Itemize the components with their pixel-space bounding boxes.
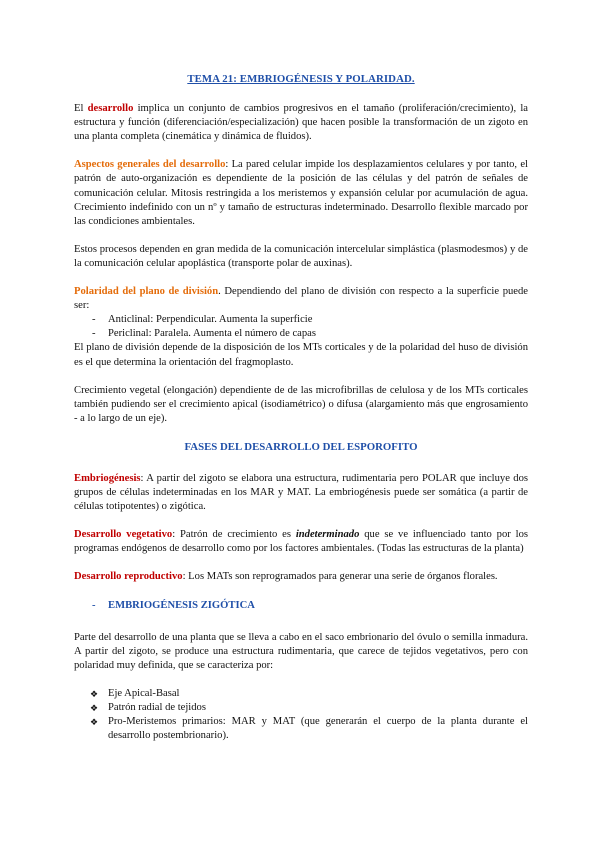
- division-plane-list: [74, 313, 528, 341]
- document-page: [74, 72, 528, 743]
- term-desarrollo-reproductivo: Desarrollo reproductivo: [74, 571, 183, 583]
- term-aspectos: Aspectos generales del desarrollo: [74, 159, 226, 171]
- list-item: ❖ Patrón radial de tejidos: [74, 701, 528, 715]
- paragraph-embriogenesis-zigotica: Parte del desarrollo de una planta que se lleva a cabo en el saco embrionario del óvulo o semilla inmadura. A partir del zigoto, se produce una estructura rudimentaria, que carece de tejidos vegetativos, pero con polaridad muy definida, que se caracteriza por:: [74, 631, 528, 671]
- paragraph-desarrollo: El desarrollo implica un conjunto de cambios progresivos en el tamaño (proliferación/crecimiento), la estructura y función (diferenciación/especialización) que hacen posible la transformación de un zigoto en una planta completa (cinemática y dinámica de fluidos).: [74, 103, 528, 143]
- page-title: TEMA 21: EMBRIOGÉNESIS Y POLARIDAD.: [187, 73, 415, 85]
- paragraph-plano-division: El plano de división depende de la disposición de los MTs corticales y de la polaridad del huso de división es el que determina la orientación del fragmoplasto.: [74, 342, 528, 368]
- paragraph-aspectos: Aspectos generales del desarrollo: La pared celular impide los desplazamientos celulares y por tanto, el patrón de auto-organización es dependiente de la posición de las células y del patrón de señales de comunicación celular. Mitosis restringida a los meristemos y expansión celular por acumulación de agua. Crecimiento indefinido con un nº y tamaño de estructuras indeterminado. Desarrollo flexible marcado por las condiciones ambientales.: [74, 159, 528, 227]
- subsection-heading: - EMBRIOGÉNESIS ZIGÓTICA: [92, 599, 255, 611]
- term-desarrollo: desarrollo: [87, 103, 134, 115]
- term-polaridad: Polaridad del plano de división: [74, 286, 219, 298]
- paragraph-crecimiento: Crecimiento vegetal (elongación) dependiente de de las microfibrillas de celulosa y de los MTs corticales también pudiendo ser el crecimiento apical (isodiamétrico) o difusa (alargamiento más que engrosamiento - a lo largo de un eje).: [74, 384, 528, 424]
- diamond-bullet-icon: ❖: [90, 688, 99, 699]
- paragraph-desarrollo-reproductivo: Desarrollo reproductivo: Los MATs son reprogramados para generar una serie de órganos florales.: [74, 571, 498, 583]
- diamond-bullet-icon: ❖: [90, 703, 99, 713]
- paragraph-desarrollo-vegetativo: Desarrollo vegetativo: Patrón de crecimiento es indeterminado que se ve influenciado tanto por los programas endógenos de desarrollo como por los factores ambientales. (Todas las estructuras de la planta): [74, 529, 529, 555]
- list-item: - Periclinal: Paralela. Aumenta el número de capas: [92, 328, 316, 340]
- list-item: ❖ Pro-Meristemos primarios: MAR y MAT (que generarán el cuerpo de la planta durante el desarrollo postembrionario).: [90, 716, 528, 742]
- emph-indeterminado: indeterminado: [295, 529, 360, 541]
- characteristics-list: [74, 687, 528, 743]
- paragraph-polaridad: Polaridad del plano de división. Dependiendo del plano de división con respecto a la superficie puede ser:: [74, 286, 528, 312]
- diamond-bullet-icon: ❖: [90, 717, 99, 728]
- list-item: - Anticlinal: Perpendicular. Aumenta la superficie: [92, 314, 313, 326]
- term-embriogenesis: Embriogénesis: [74, 472, 141, 484]
- section-heading: FASES DEL DESARROLLO DEL ESPOROFITO: [184, 440, 418, 453]
- paragraph-embriogenesis: Embriogénesis: A partir del zigoto se elabora una estructura, rudimentaria pero POLAR que incluye dos grupos de células indeterminadas en los MAR y MAT. La embriogénesis puede ser somática (a partir de células totipotentes) o zigótica.: [74, 472, 528, 513]
- list-item: ❖ Eje Apical-Basal: [74, 687, 528, 701]
- term-desarrollo-vegetativo: Desarrollo vegetativo: [74, 529, 173, 541]
- paragraph-comunicacion: Estos procesos dependen en gran medida de la comunicación intercelular simplástica (plasmodesmos) y de la comunicación celular apoplástica (transporte polar de auxinas).: [74, 243, 528, 269]
